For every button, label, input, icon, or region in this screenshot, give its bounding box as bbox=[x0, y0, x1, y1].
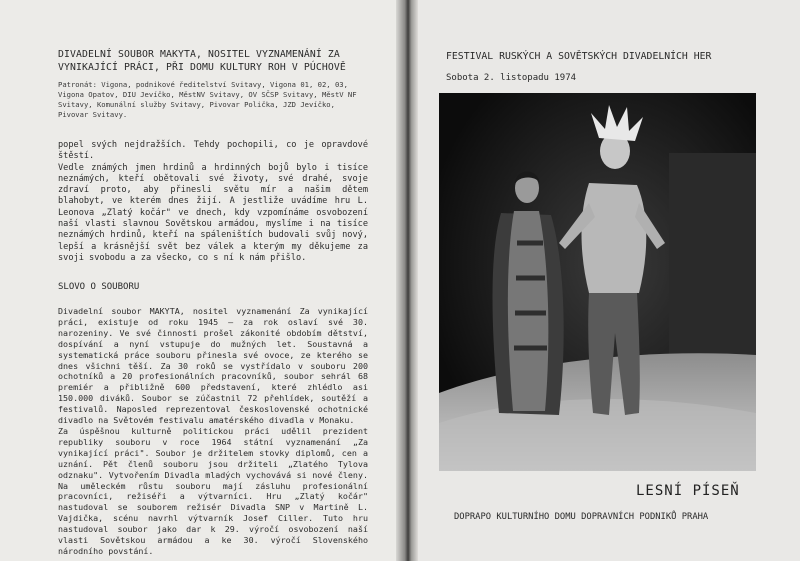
section-title: SLOVO O SOUBORU bbox=[58, 282, 140, 292]
ensemble-header: DIVADELNÍ SOUBOR MAKYTA, NOSITEL VYZNAMENÁNÍ ZA VYNIKAJÍCÍ PRÁCI, PŘI DOMU KULTURY ROH V PÚCHOVĚ bbox=[58, 49, 346, 73]
stage-photo bbox=[439, 93, 756, 471]
festival-title: FESTIVAL RUSKÝCH A SOVĚTSKÝCH DIVADELNÍCH HER bbox=[446, 51, 712, 62]
patrons-text: Patronát: Vigona, podnikové ředitelství Svitavy, Vigona 01, 02, 03, Vigona Opatov, DIU Jevíčko, MěstNV Svitavy, OV SČSP Svitavy, MěstV NF Svitavy, Komunální služby Svitavy, Pivovar Polička, JZD Jevíčko, Pivovar Svitavy. bbox=[58, 80, 357, 119]
book-gutter bbox=[396, 0, 418, 561]
transport-credit: DOPRAPO KULTURNÍHO DOMU DOPRAVNÍCH PODNIKŮ PRAHA bbox=[454, 512, 709, 522]
intro-text: popel svých nejdražších. Tehdy pochopili, co je opravdové štěstí. Vedle známých jmen hrdinů a hrdinných bojů bylo i tisíce neznámých, kteří obětovali své životy, své drahé, svoje zdraví proto, aby přinesli světu mír a našim dětem blahobyt, ve kterém dnes žijí. A jestliže uvádíme hru L. Leonova „Zlatý kočár" ve dnech, kdy vzpomínáme osvobození naší vlasti slavnou Sovětskou armádou, myslíme i na tisíce neznámých hrdinů, kteří na spáleništích budovali svůj nový, lepší a krásnější svět bez válek a kterým my děkujeme za svoji svobodu a za všecko, co s ní k nám přišlo. bbox=[58, 140, 368, 263]
body-text: Divadelní soubor MAKYTA, nositel vyznamenání Za vynikající práci, existuje od roku 1945 — za rok oslaví své 30. narozeniny. Ve své činnosti prošel zákonité obdobím dětství, dospívání a nyní vstupuje do mužných let. Soustavná a systematická práce souboru přinesla své ovoce, ze kterého se dnes všichni těší. Za 30 roků se vystřídalo v souboru 200 ochotníků a 20 profesionálních pracovníků, soubor sehrál 68 premiér a přibližně 600 představení, které zhlédlo asi 150.000 diváků. Soubor se zúčastnil 72 přehlídek, soutěží a festivalů. Naposled reprezentoval československé ochotnické divadlo na Světovém festivalu amatérského divadla v Monaku. Za úspěšnou kulturně politickou práci udělil prezident republiky souboru v roce 1964 státní vyznamenání „Za vynikající práci". Soubor je držitelem stovky diplomů, cen a uznání. Pět členů souboru jsou držiteli „Zlatého Tylova odznaku". Vytvořením Divadla mladých vychovává si nové členy. Na uměleckém růstu souboru mají zásluhu profesionální pracovníci, režiséři a výtvarníci. Hru „Zlatý kočár" nastudoval se souborem režisér Divadla SNP v Martině L. Vajdička, scénu navrhl výtvarník Josef Ciller. Tuto hru nastudoval soubor jako dar k 29. výročí osvobození naší vlasti Sovětskou armádou a ke 30. výročí Slovenského národního povstání. bbox=[58, 306, 368, 556]
stage-photo-drawing bbox=[439, 93, 756, 471]
play-title: LESNÍ PÍSEŇ bbox=[636, 483, 740, 499]
performance-date: Sobota 2. listopadu 1974 bbox=[446, 73, 577, 83]
